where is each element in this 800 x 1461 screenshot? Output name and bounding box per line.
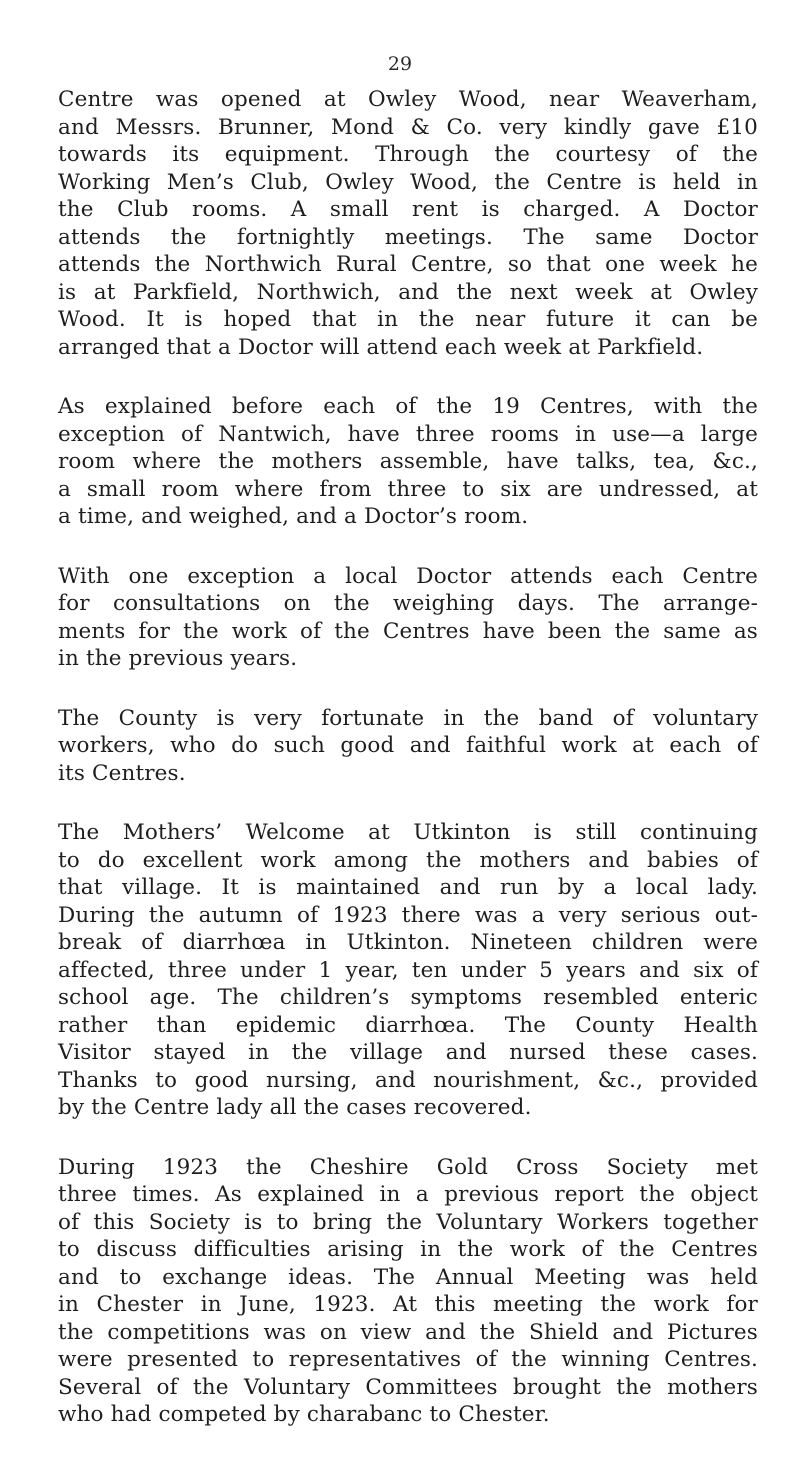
text-line: were presented to representatives of the winning Centres.: [58, 1347, 758, 1372]
text-line: to discuss difficulties arising in the work of the Centres: [58, 1237, 758, 1262]
text-line: room where the mothers assemble, have talks, tea, &c.,: [58, 449, 758, 474]
text-line: Several of the Voluntary Committees brought the mothers: [58, 1374, 758, 1400]
paragraph-owley-wood: [58, 86, 758, 361]
text-line: for consultations on the weighing days. The arrange-: [58, 591, 758, 616]
text-line: a time, and weighed, and a Doctor’s room.: [58, 504, 529, 529]
text-line: With one exception a local Doctor attends each Centre: [58, 563, 758, 589]
text-line: and Messrs. Brunner, Mond & Co. very kindly gave £10: [58, 114, 758, 140]
text-line: the Club rooms. A small rent is charged. A Doctor: [58, 197, 758, 222]
text-line: who had competed by charabanc to Chester.: [58, 1402, 550, 1427]
text-line: workers, who do such good and faithful work at each of: [58, 733, 758, 758]
text-line: to do excellent work among the mothers and babies of: [58, 847, 758, 873]
text-line: and to exchange ideas. The Annual Meeting was held: [58, 1264, 758, 1290]
text-line: school age. The children’s symptoms resembled enteric: [58, 985, 758, 1010]
paragraph-local-doctor: [58, 563, 758, 673]
text-line: The Mothers’ Welcome at Utkinton is still continuing: [58, 820, 758, 845]
text-line: three times. As explained in a previous report the object: [58, 1182, 758, 1207]
text-line: attends the Northwich Rural Centre, so that one week he: [58, 252, 758, 277]
text-line: exception of Nantwich, have three rooms in use—a large: [58, 421, 758, 447]
text-line: a small room where from three to six are undressed, at: [58, 476, 758, 502]
text-line: is at Parkfield, Northwich, and the next week at Owley: [58, 279, 758, 305]
text-line: of this Society is to bring the Voluntary Workers together: [58, 1209, 758, 1235]
text-line: in the previous years.: [58, 646, 298, 671]
text-line: Working Men’s Club, Owley Wood, the Centre is held in: [58, 169, 758, 195]
paragraph-utkinton: [58, 819, 758, 1122]
paragraph-centre-rooms: [58, 393, 758, 531]
paragraph-voluntary-workers: [58, 705, 758, 788]
text-line: The County is very fortunate in the band of voluntary: [58, 705, 758, 731]
text-line: Wood. It is hoped that in the near future it can be: [58, 307, 758, 332]
text-line: arranged that a Doctor will attend each week at Parkfield.: [58, 334, 704, 360]
text-line: the competitions was on view and the Shield and Pictures: [58, 1319, 758, 1345]
text-line: break of diarrhœa in Utkinton. Nineteen children were: [58, 930, 758, 955]
text-line: its Centres.: [58, 760, 186, 786]
text-line: During the autumn of 1923 there was a very serious out-: [58, 902, 758, 928]
text-line: rather than epidemic diarrhœa. The County Health: [58, 1012, 758, 1038]
text-line: Visitor stayed in the village and nursed these cases.: [58, 1040, 758, 1065]
text-line: Centre was opened at Owley Wood, near Weaverham,: [58, 87, 758, 112]
text-line: by the Centre lady all the cases recovered.: [58, 1095, 532, 1120]
text-line: During 1923 the Cheshire Gold Cross Society met: [58, 1154, 758, 1180]
text-line: towards its equipment. Through the courtesy of the: [58, 142, 758, 167]
document-body: [58, 86, 758, 1461]
paragraph-gold-cross-society: [58, 1154, 758, 1429]
text-line: Thanks to good nursing, and nourishment, &c., provided: [58, 1067, 758, 1093]
text-line: affected, three under 1 year, ten under 5 years and six of: [58, 957, 758, 983]
text-line: ments for the work of the Centres have been the same as: [58, 618, 758, 644]
page-number: 29: [387, 53, 413, 75]
text-line: As explained before each of the 19 Centres, with the: [58, 394, 758, 419]
text-line: attends the fortnightly meetings. The same Doctor: [58, 224, 758, 250]
text-line: that village. It is maintained and run by a local lady.: [58, 875, 758, 900]
text-line: in Chester in June, 1923. At this meeting the work for: [58, 1292, 758, 1317]
